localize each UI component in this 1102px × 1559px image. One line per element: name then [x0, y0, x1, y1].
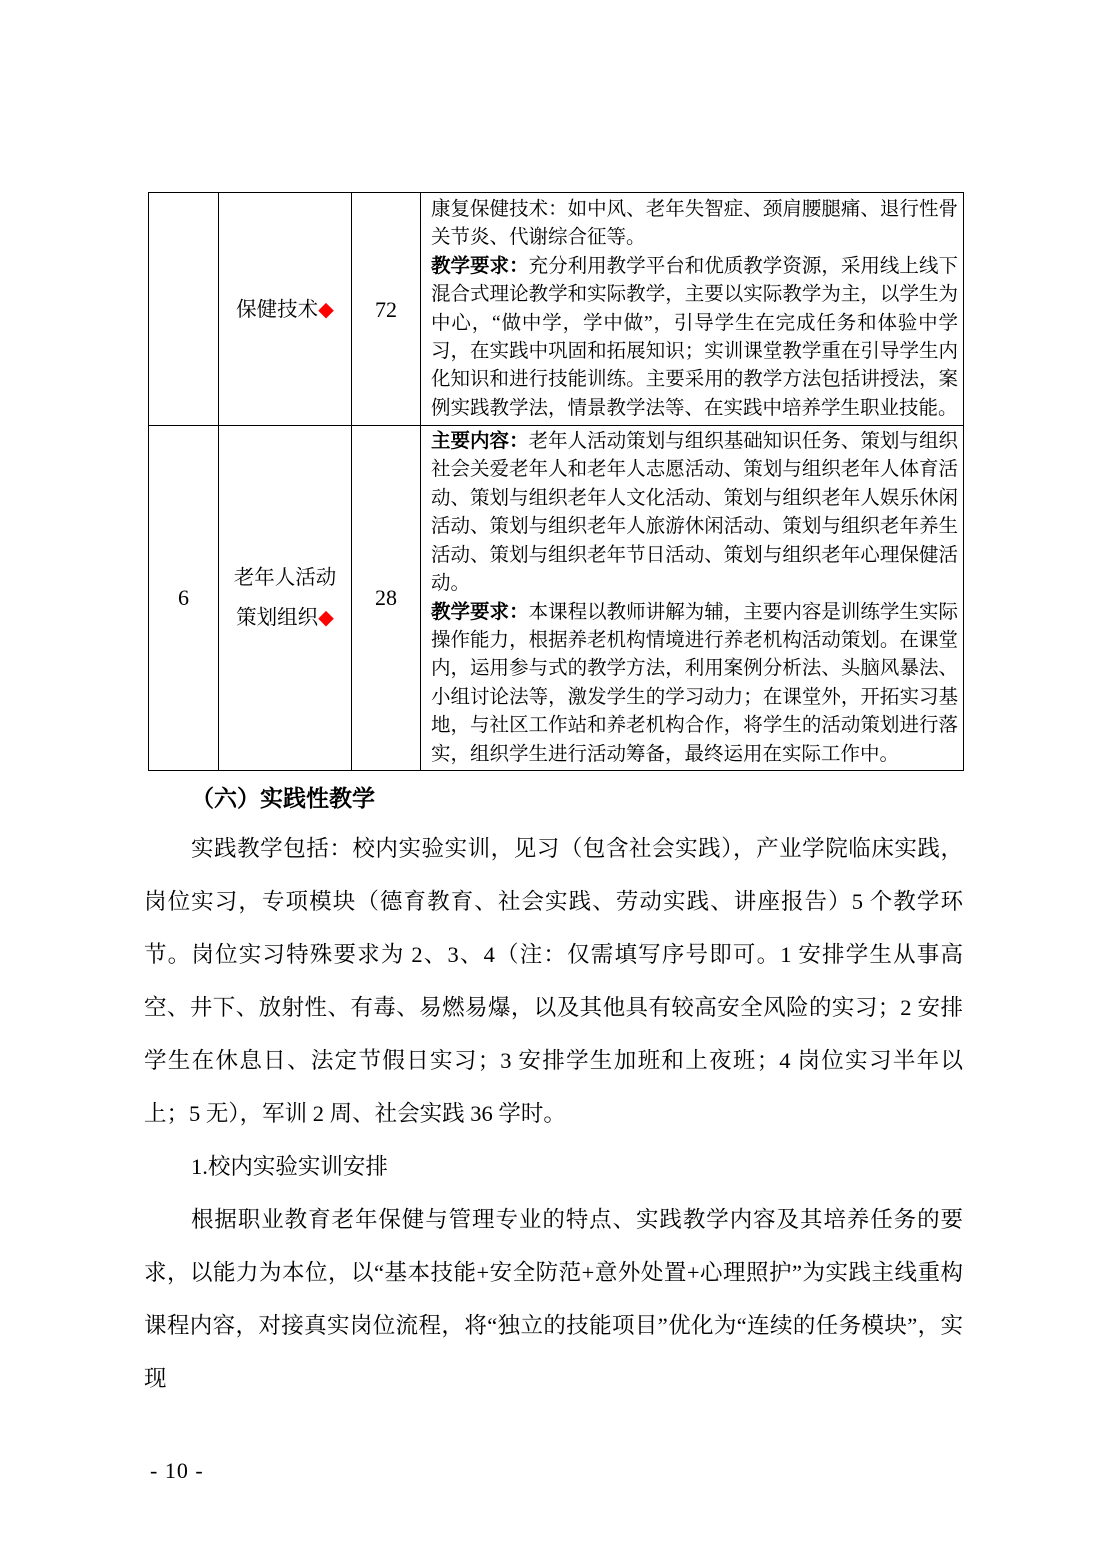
- content-text: 本课程以教师讲解为辅，主要内容是训练学生实际操作能力，根据养老机构情境进行养老机构活动策划。在课堂内，运用参与式的教学方法，利用案例分析法、头脑风暴法、小组讨论法等，激发学生的学习动力；在课堂外，开拓实习基地，与社区工作站和养老机构合作，将学生的活动策划进行落实，组织学生进行活动筹备，最终运用在实际工作中。: [431, 601, 958, 765]
- section-heading: （六）实践性教学: [191, 786, 375, 811]
- content-label: 教学要求：: [431, 601, 529, 623]
- cell-course-name: [219, 426, 352, 771]
- content-segment: [431, 196, 958, 253]
- content-label: 主要内容：: [431, 431, 529, 453]
- cell-course-hours: 72: [352, 193, 421, 426]
- cell-course-hours: 28: [352, 426, 421, 771]
- cell-row-index: 6: [149, 426, 219, 771]
- subsection-title-campus-training: 1.校内实验实训安排: [191, 1154, 388, 1179]
- cell-row-index: [149, 193, 219, 426]
- content-segment: [431, 253, 958, 423]
- course-name-text: 老年人活动: [233, 567, 337, 589]
- course-name-line: [220, 290, 350, 330]
- diamond-icon: ◆: [318, 607, 334, 629]
- content-text: 老年人活动策划与组织基础知识任务、策划与组织社会关爱老年人和老年人志愿活动、策划与组织老年人体育活动、策划与组织老年人文化活动、策划与组织老年人娱乐休闲活动、策划与组织老年人旅游休闲活动、策划与组织老年养生活动、策划与组织老年节日活动、策划与组织老年心理保健活动。: [431, 431, 958, 595]
- cell-course-description: [421, 426, 964, 771]
- content-text: 康复保健技术：如中风、老年失智症、颈肩腰腿痛、退行性骨关节炎、代谢综合征等。: [431, 198, 958, 249]
- cell-course-description: [421, 193, 964, 426]
- course-name-text: 保健技术: [236, 299, 319, 321]
- paragraph-practice-overview: 实践教学包括：校内实验实训，见习（包含社会实践），产业学院临床实践，岗位实习，专项模块（德育教育、社会实践、劳动实践、讲座报告）5 个教学环节。岗位实习特殊要求为 2、3、4（注：仅需填写序号即可。1 安排学生从事高空、井下、放射性、有毒、易燃易爆，以及其他具有较高安全风险的实习；2 安排学生在休息日、法定节假日实习；3 安排学生加班和上夜班；4 岗位实习半年以上；5 无），军训 2 周、社会实践 36 学时。: [144, 836, 963, 1126]
- content-segment: [431, 599, 958, 769]
- table-row-course-6: [149, 426, 964, 771]
- course-name-line: [220, 558, 350, 598]
- content-segment: [431, 428, 958, 598]
- course-name-line: [220, 598, 350, 638]
- content-label: 教学要求：: [431, 255, 529, 277]
- course-table: [148, 192, 964, 771]
- paragraph-curriculum-restructure: 根据职业教育老年保健与管理专业的特点、实践教学内容及其培养任务的要求，以能力为本位，以“基本技能+安全防范+意外处置+心理照护”为实践主线重构课程内容，对接真实岗位流程，将“独立的技能项目”优化为“连续的任务模块”，实现: [144, 1207, 963, 1391]
- diamond-icon: ◆: [318, 299, 334, 321]
- cell-course-name: [219, 193, 352, 426]
- section-body: [144, 766, 963, 1405]
- course-name-text: 策划组织: [236, 607, 319, 629]
- page-number: - 10 -: [150, 1458, 204, 1483]
- content-text: 充分利用教学平台和优质教学资源，采用线上线下混合式理论教学和实际教学，主要以实际教学为主，以学生为中心，“做中学，学中做”，引导学生在完成任务和体验中学习，在实践中巩固和拓展知识；实训课堂教学重在引导学生内化知识和进行技能训练。主要采用的教学方法包括讲授法，案例实践教学法，情景教学法等、在实践中培养学生职业技能。: [431, 255, 958, 419]
- table-row-course-5-cont: [149, 193, 964, 426]
